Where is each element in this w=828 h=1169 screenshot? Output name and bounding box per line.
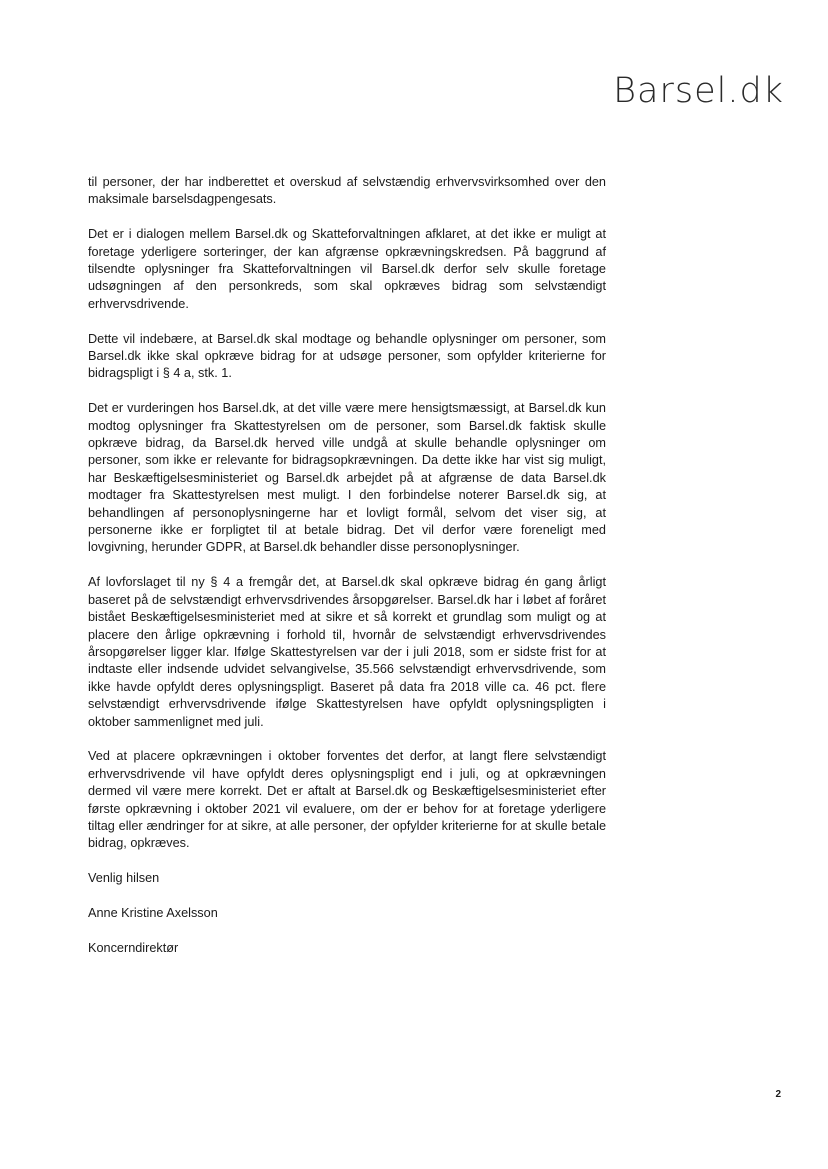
- page-number: 2: [775, 1089, 781, 1100]
- signer-title: Koncerndirektør: [88, 940, 179, 955]
- paragraph-5: Af lovforslaget til ny § 4 a fremgår det, at Barsel.dk skal opkræve bidrag én gang årligt baseret på de selvstændigt erhvervsdrivendes årsopgørelser. Barsel.dk har i løbet af foråret bistået Beskæftigelsesministeriet med at sikre et så korrekt et grundlag som muligt og at placere den årlige opkrævning i forhold til, hvornår de selvstændigt erhvervsdrivendes årsopgørelser ligger klar. Ifølge Skattestyrelsen var der i juli 2018, som er sidste frist for at indtaste eller indsende udvidet selvangivelse, 35.566 selvstændigt erhvervsdrivende, som ikke havde opfyldt deres oplysningspligt. Baseret på data fra 2018 ville ca. 46 pct. flere selvstændigt erhvervsdrivende ifølge Skattestyrelsen have opfyldt oplysningspligten i oktober sammenlignet med juli.: [88, 575, 606, 729]
- letter-body: [88, 174, 606, 975]
- barsel-logo: Barsel.dk: [613, 71, 784, 111]
- paragraph-1: til personer, der har indberettet et overskud af selvstændig erhvervsvirksomhed over den maksimale barselsdagpengesats.: [88, 175, 606, 207]
- closing: Venlig hilsen: [88, 871, 160, 886]
- paragraph-3: Dette vil indebære, at Barsel.dk skal modtage og behandle oplysninger om personer, som Barsel.dk ikke skal opkræve bidrag for at udsøge personer, som opfylder kriterierne for bidragspligt i § 4 a, stk. 1.: [88, 331, 606, 381]
- paragraph-6: Ved at placere opkrævningen i oktober forventes det derfor, at langt flere selvstændigt erhvervsdrivende vil have opfyldt deres oplysningspligt end i juli, og at opkrævningen dermed vil være mere korrekt. Det er aftalt at Barsel.dk og Beskæftigelsesministeriet efter første opkrævning i oktober 2021 vil evaluere, om der er behov for at foretage yderligere tiltag eller ændringer for at sikre, at alle personer, der opfylder kriterierne for at skulle betale bidrag, opkræves.: [88, 749, 606, 851]
- paragraph-4: Det er vurderingen hos Barsel.dk, at det ville være mere hensigtsmæssigt, at Barsel.dk kun modtog oplysninger fra Skattestyrelsen om de personer, som Barsel.dk faktisk skulle opkræve bidrag, da Barsel.dk herved ville undgå at skulle behandle oplysninger om personer, som ikke er relevante for bidragsopkrævningen. Da dette ikke har vist sig muligt, har Beskæftigelsesministeriet og Barsel.dk arbejdet på at afgrænse de data Barsel.dk modtager fra Skattestyrelsen mest muligt. I den forbindelse noterer Barsel.dk sig, at behandlingen af personoplysningerne har et lovligt formål, selvom det viser sig, at personerne ikke er forpligtet til at betale bidrag. Det vil derfor være foreneligt med lovgivning, herunder GDPR, at Barsel.dk behandler disse personoplysninger.: [88, 401, 606, 555]
- signature-block: [88, 905, 606, 957]
- signer-name: Anne Kristine Axelsson: [88, 905, 218, 920]
- paragraph-2: Det er i dialogen mellem Barsel.dk og Skatteforvaltningen afklaret, at det ikke er muligt at foretage yderligere sorteringer, der kan afgrænse opkrævningskredsen. På baggrund af tilsendte oplysninger fra Skatteforvaltningen vil Barsel.dk derfor selv skulle foretage udsøgningen af den personkreds, som skal opkræves bidrag som selvstændigt erhvervsdrivende.: [88, 227, 606, 311]
